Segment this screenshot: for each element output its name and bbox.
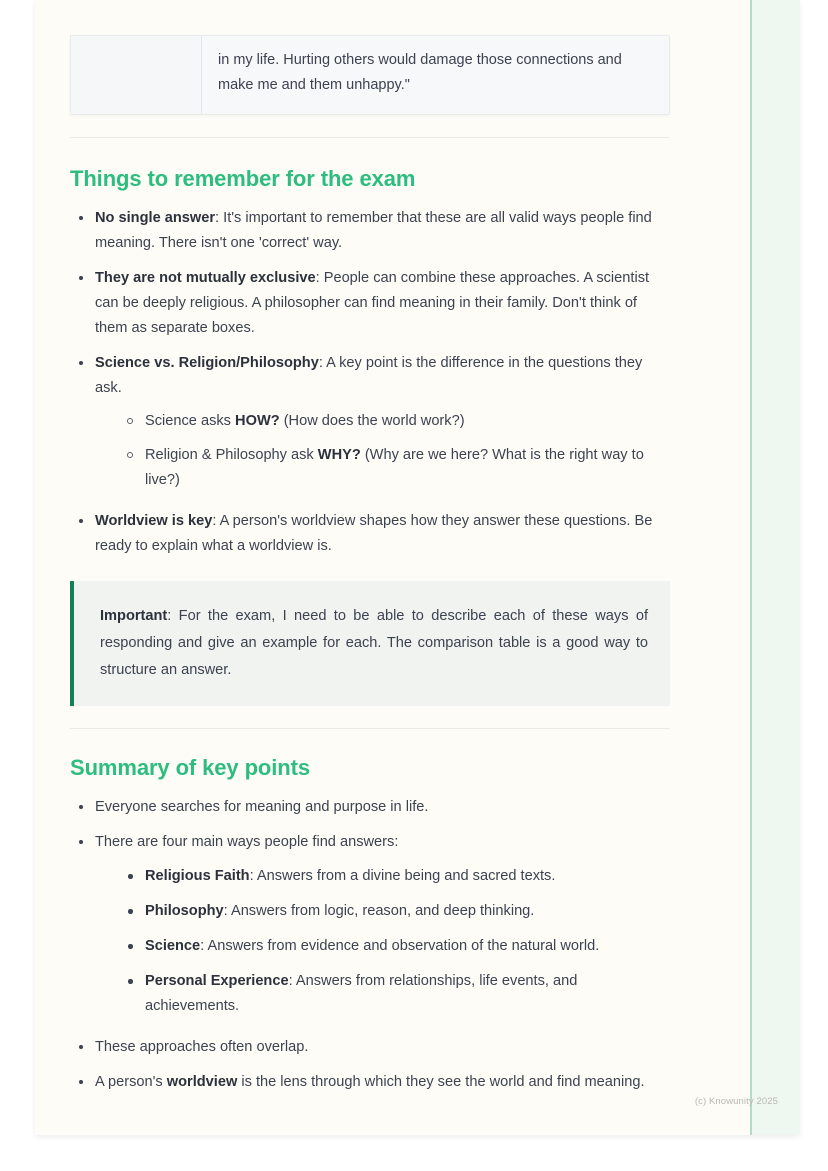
list-item: [121, 934, 670, 959]
list-item-text: : It's important to remember that these are all valid ways people find meaning. There isn't one 'correct' way.: [95, 210, 652, 251]
list-item: [121, 899, 670, 924]
sub-item-prefix: Religion & Philosophy ask: [145, 447, 318, 463]
sub-item-lead: Science: [145, 938, 201, 954]
table-fragment: [70, 35, 670, 115]
sub-item-text: : Answers from logic, reason, and deep thinking.: [223, 903, 535, 919]
document-page: [35, 0, 800, 1135]
list-item: [121, 864, 670, 889]
sub-item-emphasis: WHY?: [317, 447, 361, 463]
list-item: [70, 509, 670, 559]
sub-item-emphasis: HOW?: [235, 413, 280, 429]
table-cell-right: in my life. Hurting others would damage those connections and make me and them unhappy.": [218, 52, 622, 93]
sub-item-lead: Philosophy: [145, 903, 224, 919]
sub-item-lead: Personal Experience: [145, 973, 289, 989]
table-cell-left: [71, 36, 202, 114]
list-item-text: : A person's worldview shapes how they answer these questions. Be ready to explain what a worldview is.: [95, 513, 653, 554]
list-item-prefix: A person's: [95, 1074, 167, 1090]
list-item-text: There are four main ways people find answers:: [95, 834, 399, 850]
exam-reminder-list: [70, 206, 670, 559]
sub-item-suffix: (Why are we here? What is the right way to live?): [145, 447, 644, 488]
important-callout: [70, 581, 670, 706]
list-item-lead: Science vs. Religion/Philosophy: [95, 355, 319, 371]
list-item: [121, 443, 670, 493]
nested-list-four-ways: [95, 864, 670, 1019]
list-item: [70, 795, 670, 820]
list-item: [70, 351, 670, 493]
list-item: [121, 409, 670, 434]
page-title-summary: Summary of key points: [70, 755, 310, 780]
section-divider-bottom: [70, 728, 670, 729]
copyright-watermark: (c) Knowunity 2025: [694, 1096, 778, 1107]
list-item-lead: They are not mutually exclusive: [95, 270, 316, 286]
sub-item-text: : Answers from a divine being and sacred texts.: [249, 868, 556, 884]
section-divider-top: [70, 137, 670, 138]
sub-item-suffix: (How does the world work?): [279, 413, 465, 429]
sub-item-prefix: Science asks: [145, 413, 236, 429]
list-item-emphasis: worldview: [166, 1074, 238, 1090]
list-item: [70, 830, 670, 1019]
callout-text: [100, 603, 648, 684]
sub-item-lead: Religious Faith: [145, 868, 250, 884]
list-item: [70, 1035, 670, 1060]
list-item-text: Everyone searches for meaning and purpose in life.: [95, 799, 429, 815]
page-title-exam-reminders: Things to remember for the exam: [70, 166, 416, 191]
list-item: [70, 206, 670, 256]
list-item: [121, 969, 670, 1019]
right-margin-strip: [752, 0, 800, 1135]
list-item-text: These approaches often overlap.: [95, 1039, 309, 1055]
summary-list: [70, 795, 670, 1095]
list-item: [70, 1070, 670, 1095]
callout-body: : For the exam, I need to be able to describe each of these ways of responding and give an example for each. The comparison table is a good way to structure an answer.: [100, 608, 648, 678]
list-item-suffix: is the lens through which they see the world and find meaning.: [237, 1074, 645, 1090]
callout-lead: Important: [100, 608, 168, 624]
document-content: [70, 0, 670, 1121]
list-item-lead: Worldview is key: [95, 513, 213, 529]
sub-item-text: : Answers from evidence and observation of the natural world.: [200, 938, 600, 954]
list-item-lead: No single answer: [95, 210, 216, 226]
nested-list-questions: [95, 409, 670, 493]
list-item-text: : A key point is the difference in the questions they ask.: [95, 355, 643, 396]
list-item-text: : People can combine these approaches. A scientist can be deeply religious. A philosopher can find meaning in their family. Don't think of them as separate boxes.: [95, 270, 650, 336]
list-item: [70, 266, 670, 341]
sub-item-text: : Answers from relationships, life events, and achievements.: [145, 973, 578, 1014]
